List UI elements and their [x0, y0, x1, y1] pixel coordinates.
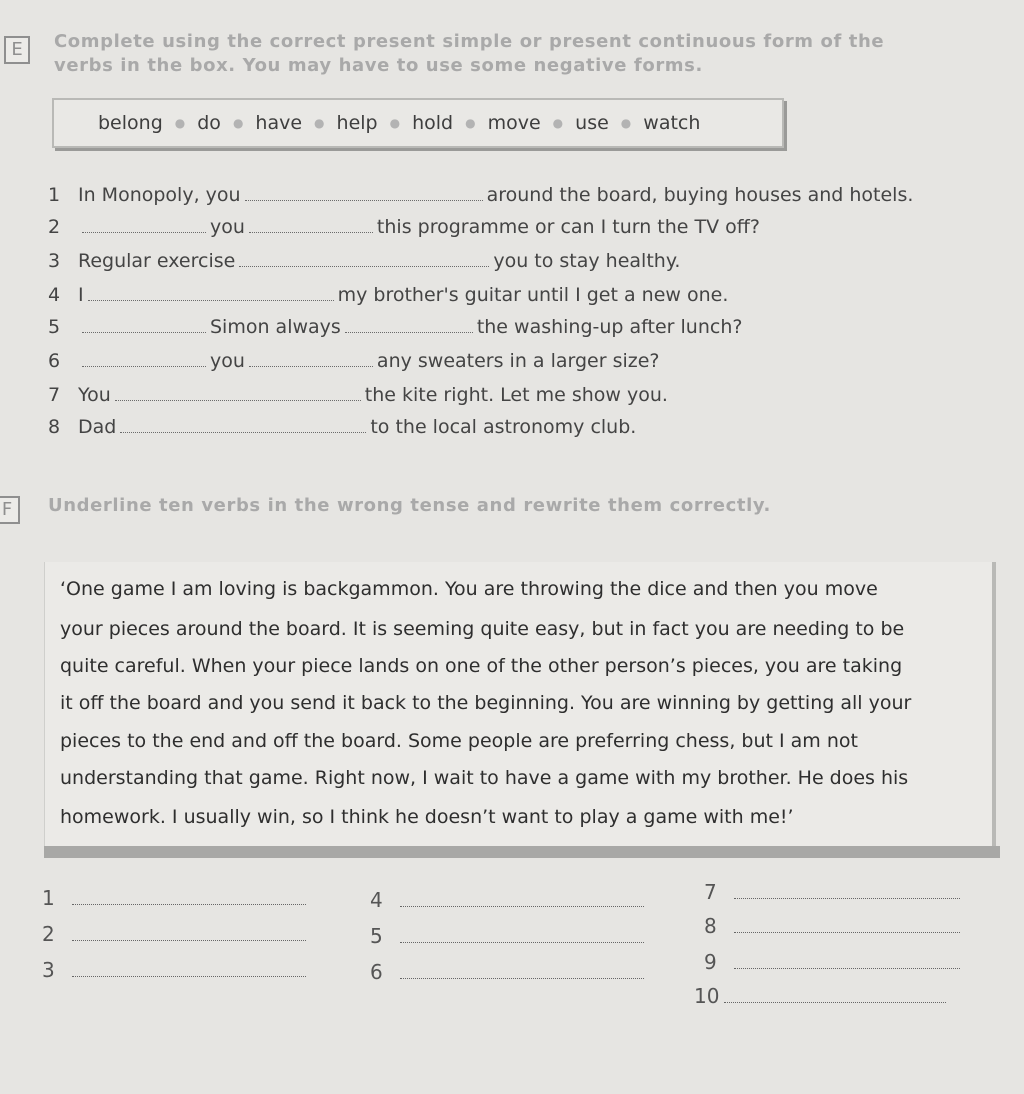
answer-blank[interactable] [239, 248, 489, 267]
exercise-e-item-1: 1 In Monopoly, you around the board, buying houses and hotels. [48, 184, 914, 206]
word-hold: hold [412, 112, 454, 134]
exercise-e-item-8: 8 Dad to the local astronomy club. [48, 416, 637, 438]
passage-line-1: ‘One game I am loving is backgammon. You are throwing the dice and then you move [60, 578, 878, 600]
answer-blank[interactable] [120, 414, 366, 433]
instruction-e-line2: verbs in the box. You may have to use some negative forms. [54, 55, 703, 76]
instruction-e-line1: Complete using the correct present simple or present continuous form of the [54, 31, 885, 52]
passage-box-shadow [44, 846, 1000, 858]
answer-row-6: 6 [370, 960, 644, 984]
instruction-f: Underline ten verbs in the wrong tense and rewrite them correctly. [48, 495, 771, 516]
answer-row-7: 7 [704, 880, 960, 904]
answer-blank[interactable] [345, 314, 473, 333]
passage-line-3: quite careful. When your piece lands on one of the other person’s pieces, you are taking [60, 655, 903, 677]
answer-line[interactable] [724, 986, 946, 1003]
word-do: do [197, 112, 221, 134]
answer-row-5: 5 [370, 924, 644, 948]
answer-line[interactable] [400, 890, 644, 907]
exercise-e-item-7: 7 You the kite right. Let me show you. [48, 384, 668, 406]
passage-line-2: your pieces around the board. It is seeming quite easy, but in fact you are needing to be [60, 618, 905, 640]
answer-line[interactable] [72, 924, 306, 941]
answer-row-1: 1 [42, 886, 306, 910]
exercise-e-item-5: 5 Simon always the washing-up after lunch? [48, 316, 743, 338]
exercise-e-item-3: 3 Regular exercise you to stay healthy. [48, 250, 681, 272]
word-belong: belong [98, 112, 163, 134]
answer-line[interactable] [400, 962, 644, 979]
word-use: use [575, 112, 609, 134]
answer-line[interactable] [72, 960, 306, 977]
answer-row-8: 8 [704, 914, 960, 938]
answer-line[interactable] [734, 952, 960, 969]
word-move: move [487, 112, 541, 134]
exercise-e-item-4: 4 I my brother's guitar until I get a new one. [48, 284, 729, 306]
exercise-e-item-2: 2 you this programme or can I turn the TV off? [48, 216, 760, 238]
answer-row-10: 10 [694, 984, 946, 1008]
passage-line-7: homework. I usually win, so I think he doesn’t want to play a game with me!’ [60, 806, 794, 828]
answer-blank[interactable] [82, 348, 206, 367]
answer-blank[interactable] [82, 314, 206, 333]
passage-line-4: it off the board and you send it back to the beginning. You are winning by getting all your [60, 692, 912, 714]
answer-blank[interactable] [245, 182, 483, 201]
answer-line[interactable] [72, 888, 306, 905]
answer-blank[interactable] [82, 214, 206, 233]
word-watch: watch [643, 112, 701, 134]
exercise-e-item-6: 6 you any sweaters in a larger size? [48, 350, 660, 372]
answer-blank[interactable] [115, 382, 361, 401]
answer-blank[interactable] [249, 348, 373, 367]
answer-row-4: 4 [370, 888, 644, 912]
passage-line-5: pieces to the end and off the board. Some people are preferring chess, but I am not [60, 730, 858, 752]
word-have: have [255, 112, 303, 134]
answer-row-9: 9 [704, 950, 960, 974]
passage-line-6: understanding that game. Right now, I wait to have a game with my brother. He does his [60, 767, 909, 789]
answer-row-3: 3 [42, 958, 306, 982]
answer-line[interactable] [400, 926, 644, 943]
answer-blank[interactable] [88, 282, 334, 301]
answer-blank[interactable] [249, 214, 373, 233]
section-letter-e: E [4, 36, 30, 64]
answer-line[interactable] [734, 916, 960, 933]
section-letter-f: F [0, 496, 20, 524]
word-help: help [336, 112, 378, 134]
answer-line[interactable] [734, 882, 960, 899]
verb-word-box: belong ● do ● have ● help ● hold ● move ● use ● watch [52, 98, 784, 148]
answer-row-2: 2 [42, 922, 306, 946]
